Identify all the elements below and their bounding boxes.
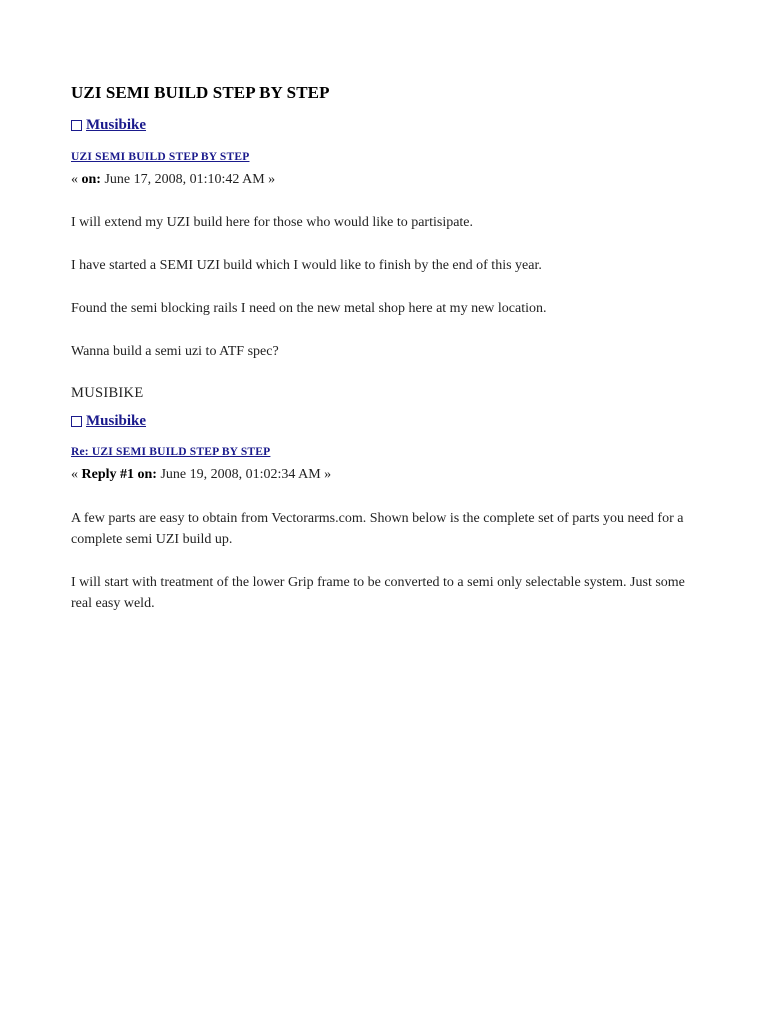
post-meta [71, 467, 331, 483]
post-signature: MUSIBIKE [71, 385, 144, 401]
meta-label: on: [81, 172, 101, 187]
post-paragraph: A few parts are easy to obtain from Vectorarms.com. Shown below is the complete set of parts you need for a complete semi UZI build up. [71, 511, 684, 547]
meta-date: June 17, 2008, 01:10:42 AM » [104, 172, 276, 187]
meta-date: June 19, 2008, 01:02:34 AM » [160, 467, 332, 482]
checkbox-icon [71, 416, 82, 427]
author-link[interactable]: Musibike [86, 117, 147, 133]
post-paragraph: I will start with treatment of the lower Grip frame to be converted to a semi only selectable system. Just some real easy weld. [71, 575, 685, 611]
post-meta [71, 172, 275, 188]
meta-prefix: « [71, 467, 78, 482]
post-paragraph: I will extend my UZI build here for those who would like to partisipate. [71, 215, 474, 230]
author-link[interactable]: Musibike [86, 413, 147, 429]
post-subject-link[interactable]: Re: UZI SEMI BUILD STEP BY STEP [71, 446, 271, 458]
post-paragraph: Found the semi blocking rails I need on the new metal shop here at my new location. [71, 301, 547, 316]
meta-label: Reply #1 on: [81, 467, 157, 482]
post-subject-link[interactable]: UZI SEMI BUILD STEP BY STEP [71, 151, 250, 163]
post-paragraph: Wanna build a semi uzi to ATF spec? [71, 344, 279, 359]
meta-prefix: « [71, 172, 78, 187]
post-paragraph: I have started a SEMI UZI build which I would like to finish by the end of this year. [71, 258, 542, 273]
page-title: UZI SEMI BUILD STEP BY STEP [71, 83, 330, 102]
post-author[interactable] [71, 117, 146, 134]
post-author[interactable] [71, 413, 146, 430]
checkbox-icon [71, 120, 82, 131]
